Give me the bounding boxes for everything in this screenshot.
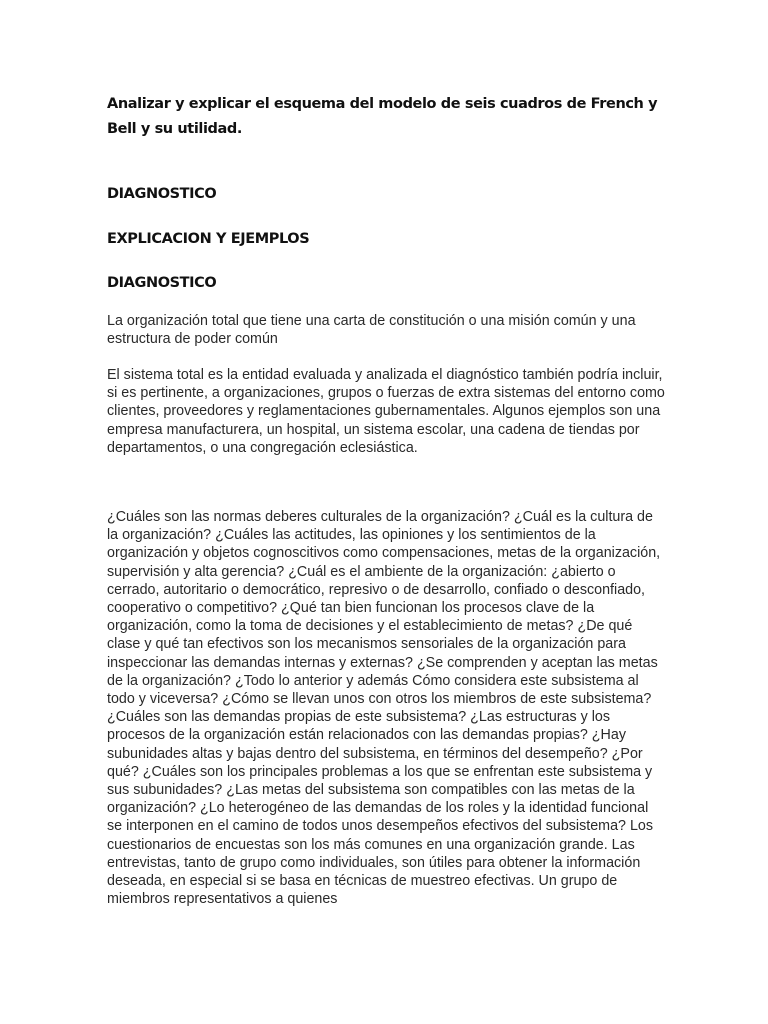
section-heading-explicacion: EXPLICACION Y EJEMPLOS [107, 231, 310, 247]
section-heading-diagnostico: DIAGNOSTICO [107, 186, 217, 202]
paragraph-sistema-total: El sistema total es la entidad evaluada y analizada el diagnóstico también podría incluir, si es pertinente, a organizaciones, grupos o fuerzas de extra sistemas del entorno como clientes, proveedores y reglamentaciones gubernamentales. Algunos ejemplos son una empresa manufacturera, un hospital, un sistema escolar, una cadena de tiendas por departamentos, o una congregación eclesiástica. [107, 367, 665, 456]
paragraph-preguntas-diagnostico: ¿Cuáles son las normas deberes culturales de la organización? ¿Cuál es la cultura de la organización? ¿Cuáles las actitudes, las opiniones y los sentimientos de la organización y objetos cognoscitivos como compensaciones, metas de la organización, supervisión y alta gerencia? ¿Cuál es el ambiente de la organización: ¿abierto o cerrado, autoritario o democrático, represivo o de desarrollo, confiado o desconfiado, cooperativo o competitivo? ¿Qué tan bien funcionan los procesos clave de la organización, como la toma de decisiones y el establecimiento de metas? ¿De qué clase y qué tan efectivos son los mecanismos sensoriales de la organización para inspeccionar las demandas internas y externas? ¿Se comprenden y aceptan las metas de la organización? ¿Todo lo anterior y además Cómo considera este subsistema al todo y viceversa? ¿Cómo se llevan unos con otros los miembros de este subsistema? ¿Cuáles son las demandas propias de este subsistema? ¿Las estructuras y los procesos de la organización están relacionados con las demandas propias? ¿Hay subunidades altas y bajas dentro del subsistema, en términos del desempeño? ¿Por qué? ¿Cuáles son los principales problemas a los que se enfrentan este subsistema y sus subunidades? ¿Las metas del subsistema son compatibles con las metas de la organización? ¿Lo heterogéneo de las demandas de los roles y la identidad funcional se interponen en el camino de todos unos desempeños efectivos del subsistema? Los cuestionarios de encuestas son los más comunes en una organización grande. Las entrevistas, tanto de grupo como individuales, son útiles para obtener la información deseada, en especial si se basa en técnicas de muestreo efectivas. Un grupo de miembros representativos a quienes [107, 509, 661, 908]
section-heading-diagnostico-2: DIAGNOSTICO [107, 275, 217, 291]
paragraph-organizacion-total: La organización total que tiene una carta de constitución o una misión común y una estructura de poder común [107, 313, 636, 348]
document-title: Analizar y explicar el esquema del modelo de seis cuadros de French y Bell y su utilidad. [107, 96, 658, 137]
